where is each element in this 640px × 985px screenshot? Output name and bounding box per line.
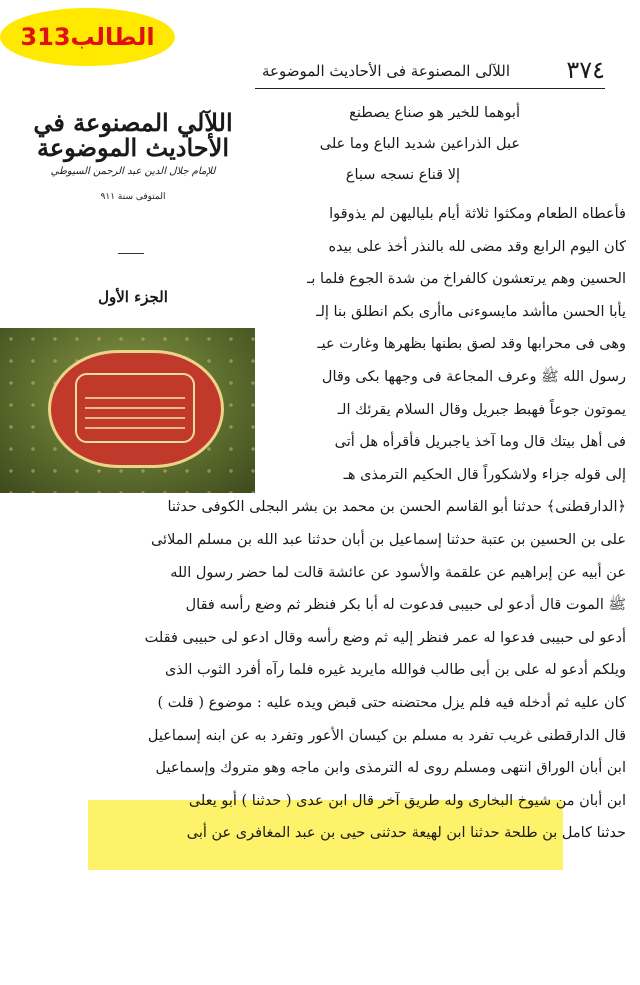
text-line: عن أبيه عن إبراهيم عن علقمة والأسود عن عائشة قالت لما حضر رسول الله xyxy=(170,564,626,581)
running-head-title: اللآلى المصنوعة فى الأحاديث الموضوعة xyxy=(262,62,510,80)
text-line: كان عليه ثم أدخله فيه فلم يزل محتضنه حتى قبض ويده عليه : موضوع ( قلت ) xyxy=(157,694,626,711)
text-line: حدثنا كامل بن طلحة حدثنا ابن لهيعة حدثنى حيى بن عبد المغافرى عن أبى xyxy=(186,825,626,842)
text-line: وهى فى محرابها وقد لصق بطنها بظهرها وغارت عيـ xyxy=(317,336,626,353)
text-line: ﷺ الموت قال أدعو لى حبيبى فدعوت له أبا بكر فنظر ثم وضع رأسه فقال xyxy=(185,597,626,614)
text-line: أدعو لى حبيبى فدعوا له عمر فنظر إليه ثم وضع رأسه وقال ادعو لى حبيبى فقلت xyxy=(144,629,626,646)
book-author: للإمام جلال الدين عبد الرحمن السيوطي xyxy=(50,166,216,177)
poem-line: أبوهما للخير هو صناع يصطنع xyxy=(349,105,520,121)
text-line: يموتون جوعاً فهبط جبريل وقال السلام يقرئك الـ xyxy=(337,401,626,418)
text-line: ابن أبان من شيوخ البخارى وله طريق آخر قال ابن عدى ( حدثنا ) أبو يعلى xyxy=(188,792,626,809)
text-line: الحسين وهم يرتعشون كالفراخ من شدة الجوع فلما بـ xyxy=(307,271,626,288)
text-line: إلى قوله جزاء ولاشكوراً قال الحكيم الترمذى هـ xyxy=(343,466,626,483)
text-line: ﴿الدارقطنى﴾ حدثنا أبو القاسم الحسن بن محمد بن بشر البجلى الكوفى حدثنا xyxy=(167,499,626,516)
author-death-note: المتوفى سنة ٩١١ xyxy=(100,192,166,202)
book-title: اللآلي المصنوعة في الأحاديث الموضوعة xyxy=(33,108,233,163)
poem-line: إلا قناع نسجه سباع xyxy=(345,167,460,183)
text-line: على بن الحسين بن عتبة حدثنا إسماعيل بن أبان حدثنا عبد الله بن مسلم الملائى xyxy=(150,531,626,548)
text-line: كان اليوم الرابع وقد مضى لله بالنذر أخذ على بيده xyxy=(328,238,626,255)
poem-line: عبل الذراعين شديد الباع وما على xyxy=(319,136,520,152)
volume-label: الجزء الأول xyxy=(98,288,168,306)
text-line: رسول الله ﷺ وعرف المجاعة فى وجهها بكى وقال xyxy=(321,368,626,385)
poem-verses xyxy=(270,98,520,191)
text-line: فأعطاه الطعام ومكثوا ثلاثة أيام بلياليهن لم يذوقوا xyxy=(329,206,626,222)
student-badge: الطالب313 xyxy=(0,8,175,66)
text-line: ويلكم أدعو له على بن أبى طالب فوالله مايريد غيره فلما رآه أفرد الثوب الذى xyxy=(164,662,626,679)
text-line: ابن أبان الوراق انتهى ومسلم روى له الترمذى وابن ماجه وهو متروك وإسماعيل xyxy=(155,760,626,777)
page-number: ٣٧٤ xyxy=(566,56,605,84)
text-line: يأبا الحسن ماأشد مايسوءنى ماأرى بكم انطلق بنا إلـ xyxy=(316,303,626,320)
text-line: فى أهل بيتك قال وما آخذ ياجبريل فأقرأه هل أتى xyxy=(334,434,626,451)
text-line: قال الدارقطنى غريب تفرد به مسلم بن كيسان الأعور وتفرد به عن ابنه إسماعيل xyxy=(147,727,626,744)
running-head xyxy=(210,56,605,86)
main-text xyxy=(26,198,626,850)
header-rule xyxy=(210,88,605,89)
